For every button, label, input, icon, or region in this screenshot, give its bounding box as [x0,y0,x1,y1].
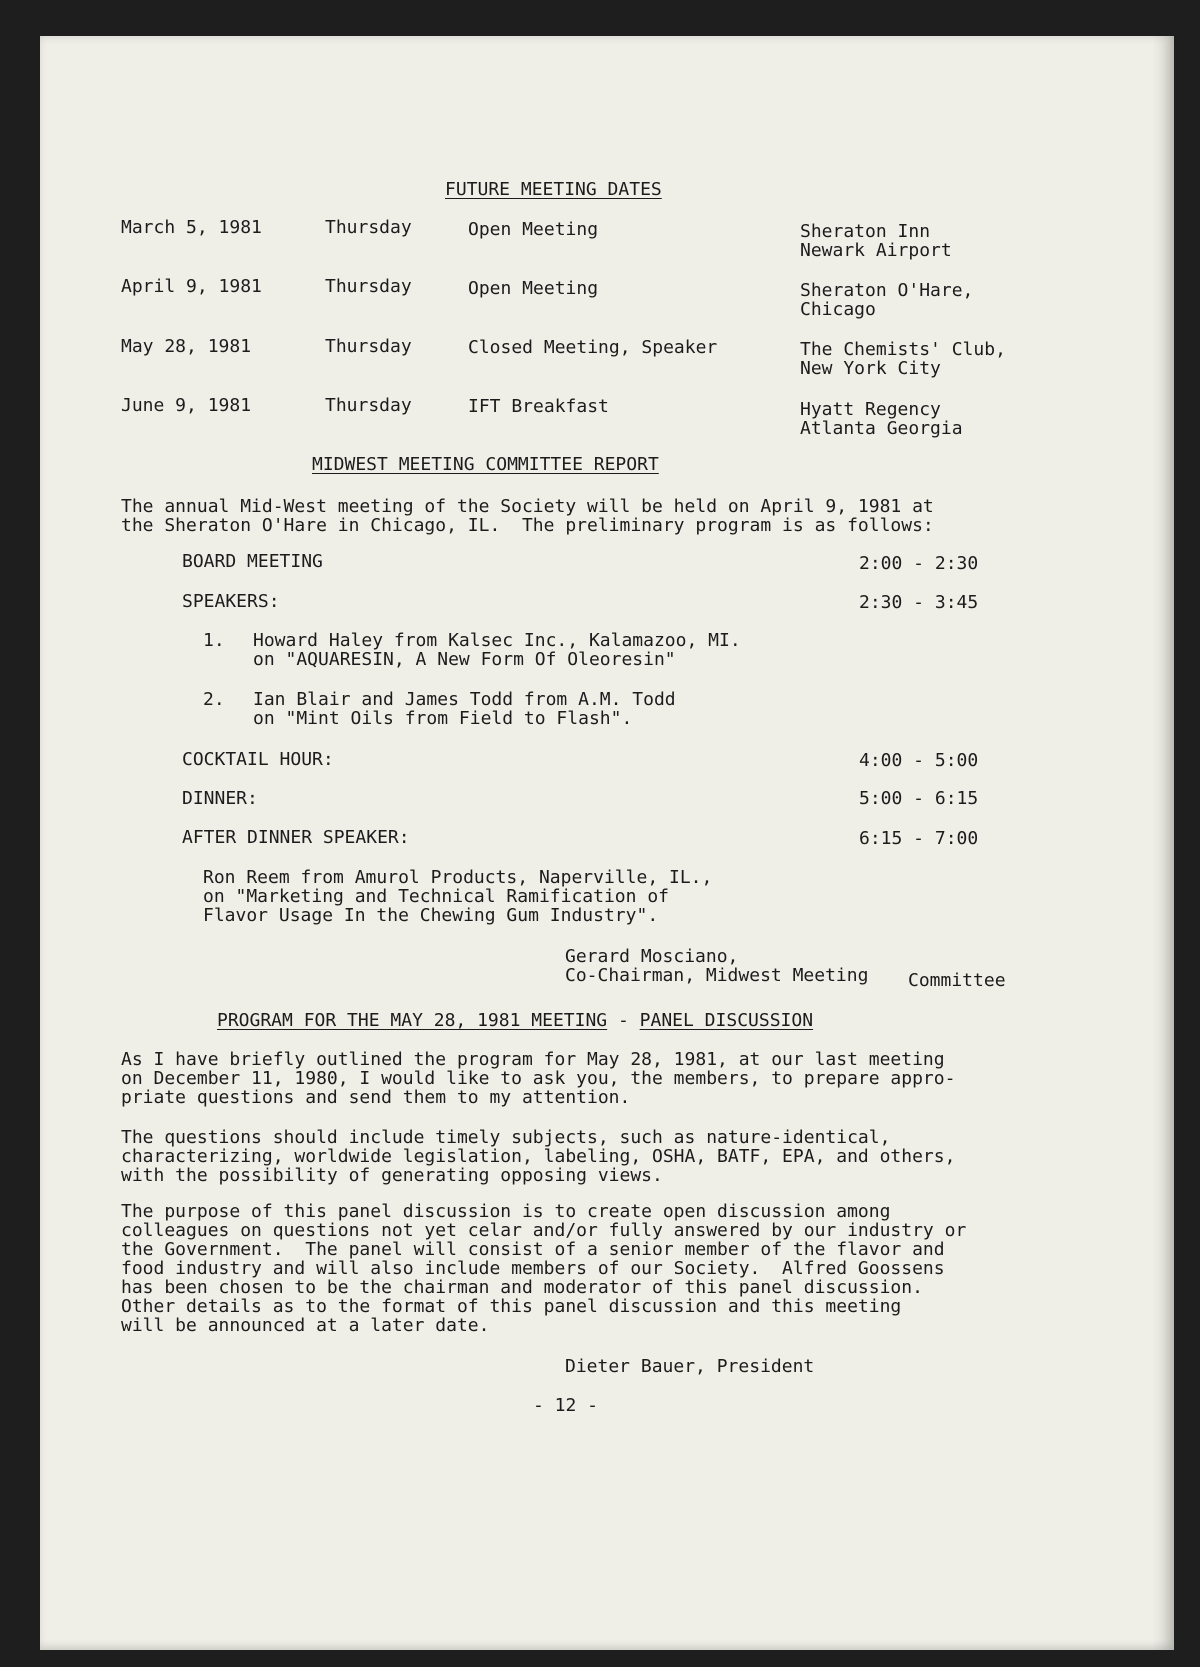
meeting-day: Thursday [325,395,412,416]
speakers-time: 2:30 - 3:45 [859,592,979,613]
dinner-label: DINNER: [182,788,258,809]
document-page [40,36,1174,1650]
meeting-location-line1: Sheraton O'Hare, [800,280,974,301]
paragraph-line: Other details as to the format of this panel discussion and this meeting [121,1296,902,1317]
meeting-date: May 28, 1981 [121,336,252,357]
midwest-intro-line: the Sheraton O'Hare in Chicago, IL. The preliminary program is as follows: [121,515,934,536]
paragraph-line: As I have briefly outlined the program for May 28, 1981, at our last meeting [121,1049,945,1070]
meeting-type: Open Meeting [468,219,599,240]
meeting-location-line2: Atlanta Georgia [800,418,963,439]
meeting-date: March 5, 1981 [121,217,262,238]
paragraph-line: The questions should include timely subjects, such as nature-identical, [121,1127,891,1148]
meeting-location-line1: Hyatt Regency [800,399,941,420]
meeting-date: June 9, 1981 [121,395,252,416]
meeting-date: April 9, 1981 [121,276,262,297]
program-heading-part1: PROGRAM FOR THE MAY 28, 1981 MEETING [217,1010,608,1031]
future-meetings-heading: FUTURE MEETING DATES [445,179,662,200]
after-dinner-line: on "Marketing and Technical Ramification of [203,886,669,907]
meeting-day: Thursday [325,276,412,297]
meeting-type: Closed Meeting, Speaker [468,337,718,358]
meeting-location-line2: Chicago [800,299,876,320]
midwest-intro-line: The annual Mid-West meeting of the Society will be held on April 9, 1981 at [121,496,934,517]
meeting-day: Thursday [325,217,412,238]
paragraph-line: has been chosen to be the chairman and moderator of this panel discussion. [121,1277,923,1298]
signature-title: Co-Chairman, Midwest Meeting [565,965,869,986]
program-heading-part2: PANEL DISCUSSION [639,1010,814,1031]
midwest-heading: MIDWEST MEETING COMMITTEE REPORT [312,454,659,475]
meeting-type: Open Meeting [468,278,599,299]
paragraph-line: characterizing, worldwide legislation, labeling, OSHA, BATF, EPA, and others, [121,1146,956,1167]
speaker-line: Ian Blair and James Todd from A.M. Todd [253,689,676,710]
page-number: - 12 - [533,1395,599,1416]
paragraph-line: priate questions and send them to my attention. [121,1087,631,1108]
speaker-number: 1. [203,630,225,651]
paragraph-line: The purpose of this panel discussion is to create open discussion among [121,1201,891,1222]
meeting-location-line1: The Chemists' Club, [800,339,1006,360]
board-meeting-label: BOARD MEETING [182,551,323,572]
page-edge-shadow [1152,36,1174,1650]
meeting-location-line1: Sheraton Inn [800,221,931,242]
after-dinner-time: 6:15 - 7:00 [859,828,979,849]
paragraph-line: food industry and will also include members of our Society. Alfred Goossens [121,1258,945,1279]
program-heading-separator: - [607,1010,640,1031]
paragraph-line: colleagues on questions not yet celar and/or fully answered by our industry or [121,1220,967,1241]
speaker-line: Howard Haley from Kalsec Inc., Kalamazoo, MI. [253,630,741,651]
speakers-label: SPEAKERS: [182,591,280,612]
speaker-line: on "AQUARESIN, A New Form Of Oleoresin" [253,649,676,670]
meeting-location-line2: New York City [800,358,941,379]
board-meeting-time: 2:00 - 2:30 [859,553,979,574]
meeting-type: IFT Breakfast [468,396,609,417]
paragraph-line: the Government. The panel will consist of a senior member of the flavor and [121,1239,945,1260]
signature-name: Gerard Mosciano, [565,946,739,967]
paragraph-line: on December 11, 1980, I would like to ask you, the members, to prepare appro- [121,1068,956,1089]
program-heading [217,1011,813,1031]
cocktail-hour-label: COCKTAIL HOUR: [182,749,334,770]
cocktail-hour-time: 4:00 - 5:00 [859,750,979,771]
after-dinner-label: AFTER DINNER SPEAKER: [182,827,410,848]
meeting-day: Thursday [325,336,412,357]
meeting-location-line2: Newark Airport [800,240,952,261]
after-dinner-line: Flavor Usage In the Chewing Gum Industry". [203,905,659,926]
signature-title-end: Committee [908,970,1006,991]
after-dinner-line: Ron Reem from Amurol Products, Naperville, IL., [203,867,713,888]
paragraph-line: will be announced at a later date. [121,1315,490,1336]
speaker-line: on "Mint Oils from Field to Flash". [253,708,633,729]
paragraph-line: with the possibility of generating opposing views. [121,1165,663,1186]
president-signature: Dieter Bauer, President [565,1356,815,1377]
speaker-number: 2. [203,689,225,710]
dinner-time: 5:00 - 6:15 [859,788,979,809]
